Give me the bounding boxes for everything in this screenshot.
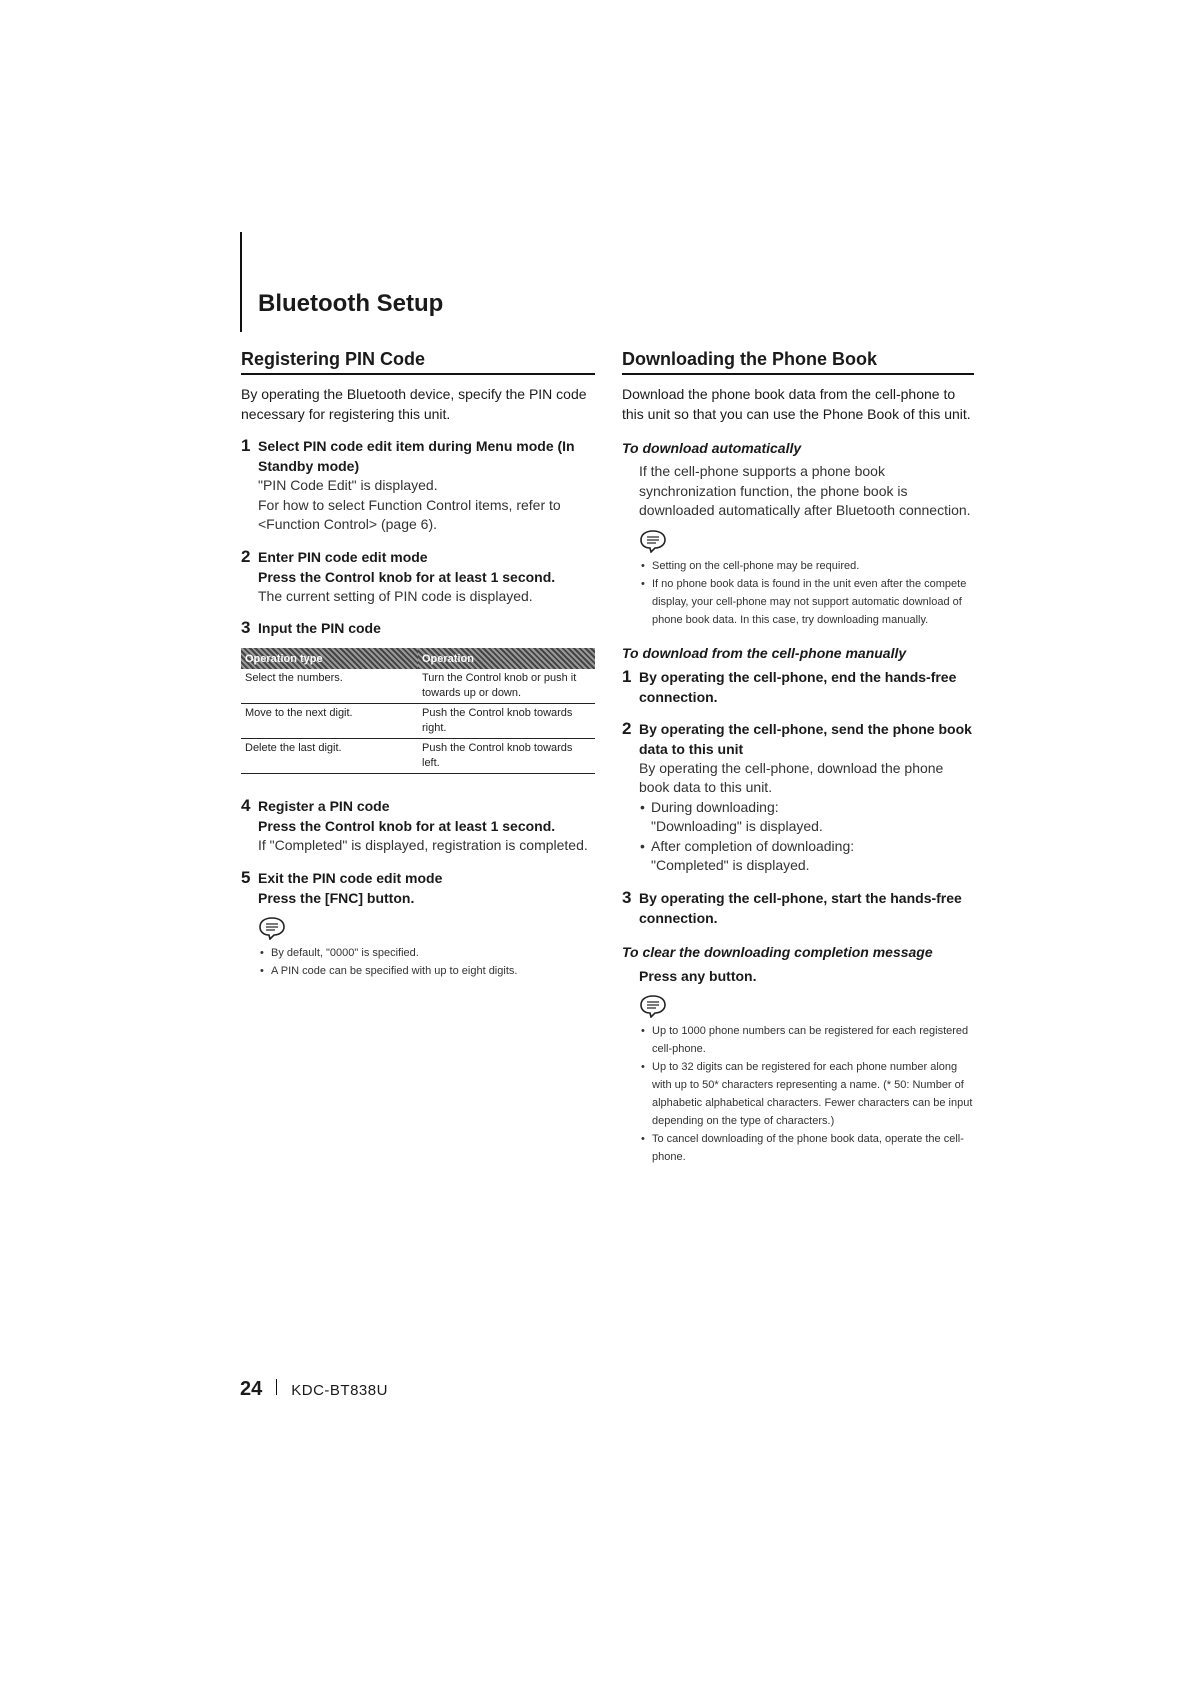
pin-step-1 bbox=[241, 436, 595, 535]
bullet-item bbox=[639, 798, 974, 837]
step-number: 1 bbox=[241, 436, 251, 455]
step-title: Enter PIN code edit mode bbox=[258, 548, 428, 565]
step-title: Exit the PIN code edit mode bbox=[258, 869, 443, 886]
section-heading-phonebook: Downloading the Phone Book bbox=[622, 348, 974, 375]
pin-notes bbox=[258, 944, 595, 980]
table-cell: Move to the next digit. bbox=[241, 704, 418, 739]
table-header: Operation type bbox=[241, 648, 418, 669]
step-number: 1 bbox=[622, 666, 632, 686]
manual-step-2-bullets bbox=[639, 798, 974, 876]
footer-divider bbox=[276, 1379, 277, 1395]
step-title: Input the PIN code bbox=[258, 620, 381, 636]
auto-notes bbox=[639, 557, 974, 629]
pin-step-2 bbox=[241, 547, 595, 607]
bullet-detail: "Downloading" is displayed. bbox=[651, 818, 823, 834]
note-icon bbox=[639, 529, 667, 553]
pin-operation-table bbox=[241, 648, 595, 774]
auto-text: If the cell-phone supports a phone book synchronization function, the phone book is downloaded automatically after Bluetooth connection. bbox=[639, 463, 971, 518]
bullet-label: After completion of downloading: bbox=[651, 837, 855, 854]
step-title: By operating the cell-phone, end the hands-free connection. bbox=[639, 668, 957, 705]
model-name: KDC-BT838U bbox=[291, 1382, 388, 1399]
pin-intro: By operating the Bluetooth device, specify the PIN code necessary for registering this unit. bbox=[241, 386, 587, 422]
table-row bbox=[241, 669, 595, 704]
note-item: • If no phone book data is found in the unit even after the compete display, your cell-phone may not support automatic download of phone book data. In this case, try downloading manually. bbox=[639, 575, 974, 629]
page-number: 24 bbox=[240, 1378, 263, 1400]
note-item: • Setting on the cell-phone may be required. bbox=[639, 557, 974, 575]
step-text: The current setting of PIN code is displayed. bbox=[258, 587, 533, 604]
step-number: 4 bbox=[241, 796, 251, 815]
note-item: • By default, "0000" is specified. bbox=[258, 944, 595, 962]
pin-step-3 bbox=[241, 618, 595, 638]
step-text: "PIN Code Edit" is displayed. bbox=[258, 477, 438, 493]
step-number: 5 bbox=[241, 867, 251, 887]
phonebook-intro: Download the phone book data from the cell-phone to this unit so that you can use the Phone Book of this unit. bbox=[622, 386, 971, 422]
step-text: If "Completed" is displayed, registration is completed. bbox=[258, 837, 588, 853]
clear-text: Press any button. bbox=[639, 967, 757, 984]
step-title: Register a PIN code bbox=[258, 798, 390, 814]
step-subtitle: Press the [FNC] button. bbox=[258, 889, 415, 906]
table-cell: Select the numbers. bbox=[241, 669, 418, 704]
note-icon bbox=[639, 994, 667, 1018]
step-title: By operating the cell-phone, send the phone book data to this unit bbox=[639, 720, 972, 757]
manual-step-1 bbox=[622, 667, 974, 707]
step-title: Select PIN code edit item during Menu mode (In Standby mode) bbox=[258, 438, 575, 474]
step-subtitle: Press the Control knob for at least 1 second. bbox=[258, 568, 556, 585]
manual-step-2 bbox=[622, 719, 974, 876]
note-icon bbox=[258, 916, 286, 940]
subheading-clear: To clear the downloading completion message bbox=[622, 943, 933, 960]
step-subtitle: Press the Control knob for at least 1 second. bbox=[258, 818, 556, 834]
note-item: • To cancel downloading of the phone book data, operate the cell-phone. bbox=[639, 1130, 974, 1166]
page-footer bbox=[240, 1378, 388, 1401]
page-title: Bluetooth Setup bbox=[258, 290, 444, 317]
note-item: • A PIN code can be specified with up to eight digits. bbox=[258, 962, 595, 980]
table-row bbox=[241, 704, 595, 739]
step-text: For how to select Function Control items, refer to <Function Control> (page 6). bbox=[258, 496, 561, 532]
table-header: Operation bbox=[418, 648, 595, 669]
table-cell: Push the Control knob towards left. bbox=[418, 739, 595, 774]
table-cell: Turn the Control knob or push it towards up or down. bbox=[418, 669, 595, 704]
step-number: 2 bbox=[622, 718, 632, 738]
pin-step-5 bbox=[241, 868, 595, 908]
final-notes bbox=[639, 1022, 974, 1166]
bullet-item bbox=[639, 837, 974, 876]
step-number: 3 bbox=[622, 887, 632, 907]
subheading-manual: To download from the cell-phone manually bbox=[622, 644, 907, 661]
note-item: • Up to 32 digits can be registered for each phone number along with up to 50* characters representing a name. (* 50: Number of alphabetic alphabetical characters. Fewer characters can be input depending on the type of characters.) bbox=[639, 1058, 974, 1130]
right-column bbox=[622, 348, 974, 1166]
bullet-label: During downloading: bbox=[651, 798, 779, 815]
manual-step-3 bbox=[622, 888, 974, 928]
table-cell: Delete the last digit. bbox=[241, 739, 418, 774]
step-title: By operating the cell-phone, start the hands-free connection. bbox=[639, 889, 962, 926]
bullet-detail: "Completed" is displayed. bbox=[651, 857, 810, 873]
note-item: • Up to 1000 phone numbers can be registered for each registered cell-phone. bbox=[639, 1022, 974, 1058]
pin-step-4 bbox=[241, 796, 595, 856]
title-rule bbox=[240, 232, 242, 332]
table-cell: Push the Control knob towards right. bbox=[418, 704, 595, 739]
step-number: 2 bbox=[241, 546, 251, 566]
left-column bbox=[241, 348, 595, 980]
step-number: 3 bbox=[241, 618, 251, 637]
section-heading-pin: Registering PIN Code bbox=[241, 348, 595, 375]
subheading-auto: To download automatically bbox=[622, 440, 802, 456]
step-text: By operating the cell-phone, download the phone book data to this unit. bbox=[639, 759, 944, 795]
table-row bbox=[241, 739, 595, 774]
